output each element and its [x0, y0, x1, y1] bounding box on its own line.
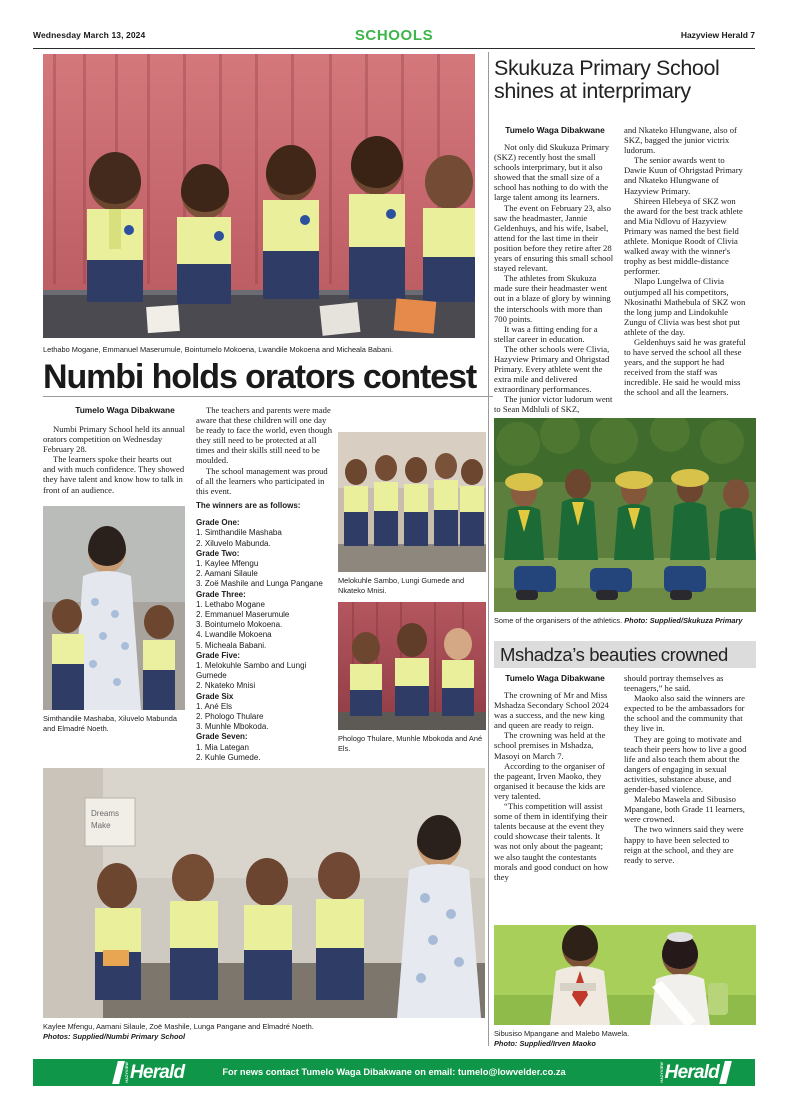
photo-orators-group-top: [43, 54, 475, 338]
winners-list-item: 1. Ané Els: [196, 701, 233, 711]
headline-mshadza: [494, 641, 756, 668]
headline-numbi-text: Numbi holds orators contest: [43, 358, 477, 396]
paragraph: The crowning of Mr and Miss Mshadza Secondary School 2024 was a success, and the new king and queen are ready to reign.: [494, 690, 609, 731]
winners-grade-heading: Grade Three:: [196, 589, 246, 599]
winners-list-item: 2. Kuhle Gumede.: [196, 752, 261, 762]
paragraph: Numbi Primary School held its annual orators competition on Wednesday February 28.: [43, 424, 185, 455]
winners-list-item: 4. Lwandile Mokoena: [196, 630, 272, 640]
paragraph: The senior awards went to Dawie Kuun of Ohrigstad Primary and Nkateko Hlungwane of Hazyview Primary.: [624, 155, 743, 196]
logo-kicker: HAZYVIEW: [125, 1062, 129, 1083]
footer-bar: [33, 1059, 755, 1086]
masthead-folio: Hazyview Herald 7: [680, 30, 755, 40]
caption-credit: Photo: Supplied/Irven Maoko: [494, 1038, 596, 1048]
paragraph: “This competition will assist some of them in identifying their talents because at the event they could showcase their talents. It was not only about the pageant; we also taught the contestants morals and good conduct on how they: [494, 801, 609, 882]
numbi-winners-list: [196, 501, 334, 763]
headline-skukuza-text: Skukuza Primary School shines at interprimary: [494, 56, 720, 103]
winners-grade-heading: Grade Seven:: [196, 732, 248, 742]
winners-grade-heading: Grade One:: [196, 518, 240, 528]
caption-simthandile-group: [43, 714, 188, 733]
photo-skukuza-organisers: [494, 418, 756, 612]
caption-phologo-group: [338, 734, 488, 753]
masthead-date: Wednesday March 13, 2024: [33, 30, 146, 40]
winners-list-item: 2. Emmanuel Maserumule: [196, 610, 290, 620]
winners-list-item: 1. Mia Lategan: [196, 742, 249, 752]
byline-numbi: [55, 405, 195, 415]
paragraph: Malebo Mawela and Sibusiso Mpangane, both Grade 11 learners, were crowned.: [624, 794, 745, 825]
paragraph: They are going to motivate and teach their peers how to live a good life and also teach them about the dangers of engaging in sexual activities, substance abuse, and gender-based violence.: [624, 733, 747, 795]
winners-list-item: 2. Xiluvelo Mabunda.: [196, 538, 271, 548]
footer-logo-right: [660, 1061, 729, 1084]
logo-kicker: HAZYVIEW: [659, 1062, 664, 1083]
byline-text: Tumelo Waga Dibakwane: [75, 405, 175, 415]
winners-grade-heading: Grade Five:: [196, 650, 241, 660]
paragraph: It was a fitting ending for a stellar career in education.: [494, 323, 598, 344]
winners-list-item: 2. Aamani Silaule: [196, 569, 258, 579]
photo-skukuza-organisers-art: [494, 418, 756, 612]
paragraph: The learners spoke their hearts out and with much confidence. They showed they have talent and know how to talk in front of an audience.: [43, 454, 185, 495]
headline-numbi: [43, 360, 493, 394]
winners-grade-heading: Grade Six: [196, 691, 234, 701]
masthead-rule: [33, 48, 755, 49]
caption-melokuhle-group: [338, 576, 488, 595]
masthead-section-title: SCHOOLS: [354, 27, 434, 44]
caption-text: Sibusiso Mpangane and Malebo Mawela.: [494, 1029, 630, 1038]
photo-mshadza-winners: [494, 925, 756, 1025]
photo-kaylee-group-bottom-art: [43, 768, 485, 1018]
caption-credit: Photo: Supplied/Skukuza Primary: [624, 616, 743, 625]
photo-phologo-group: [338, 602, 486, 730]
byline-mshadza: [494, 673, 616, 683]
numbi-body-col2: [196, 405, 334, 496]
winners-list-item: 3. Bointumelo Mokoena.: [196, 620, 283, 630]
winners-list-item: 1. Simthandile Mashaba: [196, 528, 282, 538]
winners-list-item: 2. Nkateko Mnisi: [196, 681, 256, 691]
winners-grade-heading: Grade Two:: [196, 548, 240, 558]
caption-text: Some of the organisers of the athletics.: [494, 616, 623, 625]
byline-text: Tumelo Waga Dibakwane: [505, 125, 605, 135]
paragraph: Nlapo Lungelwa of Clivia outjumped all his competitors, Nkosinathi Mathebula of SKZ won the long jump and Lindokuhle Zungu of Clivia was best shot put athlete of the day.: [624, 276, 746, 337]
paragraph: The school management was proud of all the learners who participated in this event.: [196, 465, 328, 496]
divider-under-headline: [43, 396, 493, 397]
footer-contact-text: For news contact Tumelo Waga Dibakwane on email: tumelo@lowvelder.co.za: [222, 1067, 566, 1077]
winners-list-item: 1. Lethabo Mogane: [196, 599, 265, 609]
svg-text:Dreams: Dreams: [91, 809, 120, 818]
photo-melokuhle-group: [338, 432, 486, 572]
winners-list-item: 1. Melokuhle Sambo and Lungi Gumede: [196, 661, 307, 681]
divider-main-right: [488, 52, 489, 1046]
photo-simthandile-group: [43, 506, 185, 710]
paragraph: The other schools were Clivia, Hazyview Primary and Ohrigstad Primary. Every athlete went the extra mile and delivered extraordinary performances.: [494, 343, 610, 395]
byline-skukuza: [494, 125, 616, 135]
paragraph: Geldenhuys said he was grateful to have served the school all these years, and the support he had received from the staff was incredible. He said he would miss the school and all the learners.: [624, 336, 746, 398]
numbi-body-col1: [43, 424, 185, 495]
caption-kaylee-group-bottom: [43, 1022, 493, 1041]
photo-orators-group-top-art: [43, 54, 475, 338]
caption-mshadza-winners: [494, 1029, 756, 1048]
photo-phologo-group-art: [338, 602, 486, 730]
paragraph: and Nkateko Hlungwane, also of SKZ, bagged the junior victrix ludorum.: [624, 125, 737, 156]
byline-text: Tumelo Waga Dibakwane: [505, 673, 605, 683]
paragraph: Shireen Hlebeya of SKZ won the award for the best track athlete and Mia Ndlovu of Hazyview Primary was named the best field athlete. Monique Roodt of Clivia walked away with the winner's trophy as best middle-distance performer.: [624, 195, 743, 277]
mshadza-body-col2: [624, 673, 748, 865]
paragraph: The teachers and parents were made aware that these children will one day be ready to face the world, even though they still need to be protected at all times and their skills still need to be moulded.: [196, 405, 333, 466]
photo-mshadza-winners-art: [494, 925, 756, 1025]
paragraph: should portray themselves as teenagers,” he said.: [624, 673, 724, 694]
photo-kaylee-group-bottom: [43, 768, 485, 1018]
paragraph: The junior victor ludorum went to Sean Mdhluli of SKZ,: [494, 394, 613, 415]
photo-simthandile-group-art: [43, 506, 185, 710]
paragraph: Maoko also said the winners are expected to be the ambassadors for the school and the community that they live in.: [624, 693, 745, 734]
caption-text: Simthandile Mashaba, Xiluvelo Mabunda and Elmadré Noeth.: [43, 714, 177, 733]
headline-mshadza-text: Mshadza’s beauties crowned: [500, 643, 728, 665]
caption-text: Melokuhle Sambo, Lungi Gumede and Nkateko Mnisi.: [338, 576, 465, 595]
winners-groups: [196, 518, 334, 763]
caption-credit: Photos: Supplied/Numbi Primary School: [43, 1031, 186, 1041]
paragraph: The event on February 23, also saw the headmaster, Jannie Geldenhuys, and his wife, Isabel, attend for the last time in their position before they retire after 28 years of ensuring this small school stayed relevant.: [494, 202, 614, 274]
caption-orators-group-top: [43, 345, 491, 355]
skukuza-body-col1: [494, 142, 614, 415]
caption-text: Kaylee Mfengu, Aamani Silaule, Zoë Mashile, Lunga Pangane and Elmadré Noeth.: [43, 1022, 314, 1031]
winners-list-item: 3. Zoë Mashile and Lunga Pangane: [196, 579, 323, 589]
paragraph: The crowning was held at the school premises in Mshadza, Masoyi on March 7.: [494, 730, 606, 761]
paragraph: The athletes from Skukuza made sure their headmaster went out in a blaze of glory by winning the interschools with more than 700 points.: [494, 273, 611, 324]
paragraph: According to the organiser of the pageant, Irven Maoko, they organised it because the kids are very talented.: [494, 760, 606, 801]
paragraph: The two winners said they were happy to have been selected to reign at the school, and they are ready to serve.: [624, 824, 744, 865]
logo-wordmark: Herald: [130, 1061, 185, 1083]
caption-skukuza-organisers: [494, 616, 756, 626]
skukuza-body-col2: [624, 125, 748, 398]
caption-text: Lethabo Mogane, Emmanuel Maserumule, Bointumelo Mokoena, Lwandile Mokoena and Micheala Babani.: [43, 345, 394, 354]
logo-wordmark: Herald: [664, 1061, 719, 1083]
winners-list-item: 2. Phologo Thulare: [196, 712, 264, 722]
paragraph: Not only did Skukuza Primary (SKZ) recently host the small schools interprimary, but it also showed that the small size of a school has nothing to do with the large talent among its learners.: [494, 142, 610, 203]
winners-lead: The winners are as follows:: [196, 501, 301, 510]
svg-text:Make: Make: [91, 821, 111, 830]
winners-list-item: 5. Micheala Babani.: [196, 640, 267, 650]
caption-text: Phologo Thulare, Munhle Mbokoda and Ané Els.: [338, 734, 483, 753]
headline-skukuza: [494, 57, 756, 103]
winners-list-item: 3. Munhle Mbokoda.: [196, 722, 269, 732]
photo-melokuhle-group-art: [338, 432, 486, 572]
winners-list-item: 1. Kaylee Mfengu: [196, 559, 259, 569]
mshadza-body-col1: [494, 690, 614, 882]
